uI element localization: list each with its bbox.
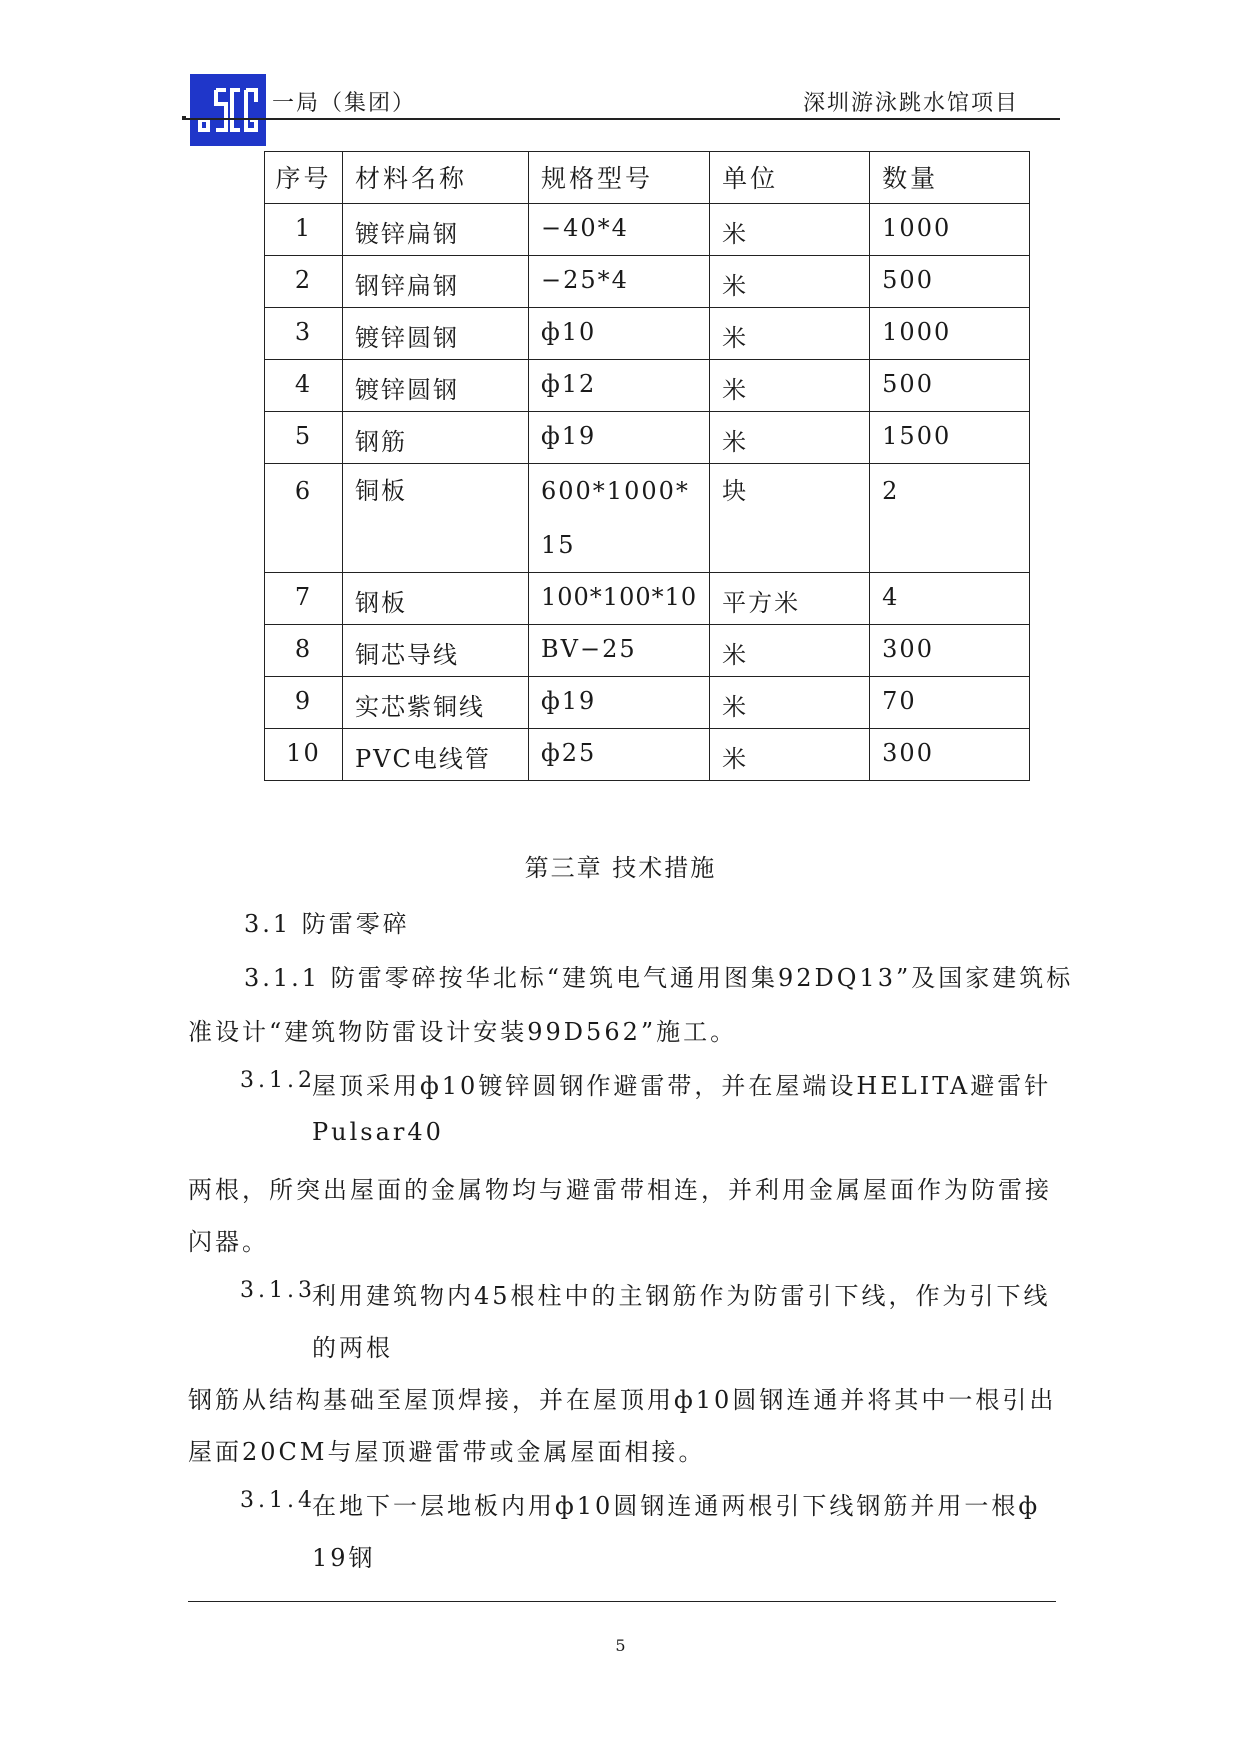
cell-unit: 块 xyxy=(710,464,870,573)
paragraph-3-1-3-number: 3.1.3 xyxy=(240,1278,316,1303)
paragraph-3-1-2-line-1: 屋顶采用ф10镀锌圆钢作避雷带，并在屋端设HELITA避雷针 xyxy=(312,1072,1052,1100)
table-row xyxy=(265,677,1030,729)
header-rule xyxy=(184,118,1060,120)
cell-index: 5 xyxy=(265,412,343,464)
cell-index: 9 xyxy=(265,677,343,729)
cell-spec: −25*4 xyxy=(529,256,710,308)
col-header-unit: 单位 xyxy=(710,152,870,204)
cell-quantity: 1000 xyxy=(870,204,1030,256)
cell-spec: ф25 xyxy=(529,729,710,781)
section-title: 3.1 防雷零碎 xyxy=(244,910,410,938)
chapter-title: 第三章 技术措施 xyxy=(524,854,717,882)
cell-unit: 米 xyxy=(710,360,870,412)
materials-table xyxy=(264,151,1030,781)
footer-rule xyxy=(188,1601,1056,1602)
table-row xyxy=(265,573,1030,625)
table-row xyxy=(265,308,1030,360)
cell-quantity: 500 xyxy=(870,360,1030,412)
cell-material: 实芯紫铜线 xyxy=(343,677,529,729)
paragraph-3-1-3-line-4: 屋面20CM与屋顶避雷带或金属屋面相接。 xyxy=(188,1438,706,1466)
table-header-row xyxy=(265,152,1030,204)
cell-material: 铜芯导线 xyxy=(343,625,529,677)
paragraph-3-1-3-line-2: 的两根 xyxy=(312,1334,393,1362)
cell-spec: BV−25 xyxy=(529,625,710,677)
cell-index: 7 xyxy=(265,573,343,625)
cell-index: 10 xyxy=(265,729,343,781)
paragraph-3-1-2-line-3: 两根，所突出屋面的金属物均与避雷带相连，并利用金属屋面作为防雷接 xyxy=(188,1176,1052,1204)
paragraph-3-1-3-line-1: 利用建筑物内45根柱中的主钢筋作为防雷引下线，作为引下线 xyxy=(312,1282,1051,1310)
cell-spec: −40*4 xyxy=(529,204,710,256)
cell-material: 钢板 xyxy=(343,573,529,625)
cell-unit: 米 xyxy=(710,677,870,729)
cell-unit: 米 xyxy=(710,412,870,464)
cell-material: 镀锌圆钢 xyxy=(343,360,529,412)
cscec-logo-icon xyxy=(192,76,264,144)
table-row xyxy=(265,360,1030,412)
cell-material: 镀锌圆钢 xyxy=(343,308,529,360)
cell-quantity: 4 xyxy=(870,573,1030,625)
paragraph-3-1-1-line-1: 3.1.1 防雷零碎按华北标“建筑电气通用图集92DQ13”及国家建筑标 xyxy=(244,964,1074,992)
paragraph-3-1-1-line-2: 准设计“建筑物防雷设计安装99D562”施工。 xyxy=(188,1018,738,1046)
page-number: 5 xyxy=(615,1636,626,1655)
cell-quantity: 300 xyxy=(870,625,1030,677)
cell-index: 1 xyxy=(265,204,343,256)
table-row xyxy=(265,729,1030,781)
cell-spec: 100*100*10 xyxy=(529,573,710,625)
table-row xyxy=(265,412,1030,464)
cell-spec: ф12 xyxy=(529,360,710,412)
cell-unit: 米 xyxy=(710,256,870,308)
col-header-index: 序号 xyxy=(265,152,343,204)
table-row xyxy=(265,464,1030,573)
header-company-name: 一局（集团） xyxy=(272,91,417,116)
cell-quantity: 1000 xyxy=(870,308,1030,360)
cell-quantity: 1500 xyxy=(870,412,1030,464)
col-header-spec: 规格型号 xyxy=(529,152,710,204)
col-header-quantity: 数量 xyxy=(870,152,1030,204)
paragraph-3-1-2-line-2: Pulsar40 xyxy=(312,1118,444,1146)
cell-spec: ф19 xyxy=(529,677,710,729)
cell-quantity: 2 xyxy=(870,464,1030,573)
paragraph-3-1-2-line-4: 闪器。 xyxy=(188,1228,269,1256)
cell-material: 镀锌扁钢 xyxy=(343,204,529,256)
cell-index: 6 xyxy=(265,464,343,573)
paragraph-3-1-3-line-3: 钢筋从结构基础至屋顶焊接，并在屋顶用ф10圆钢连通并将其中一根引出 xyxy=(188,1386,1057,1414)
cell-index: 3 xyxy=(265,308,343,360)
paragraph-3-1-4-line-1: 在地下一层地板内用ф10圆钢连通两根引下线钢筋并用一根ф xyxy=(312,1492,1041,1520)
cell-material: 钢锌扁钢 xyxy=(343,256,529,308)
cell-unit: 米 xyxy=(710,204,870,256)
cell-quantity: 70 xyxy=(870,677,1030,729)
cell-material: 铜板 xyxy=(343,464,529,573)
paragraph-3-1-2-number: 3.1.2 xyxy=(240,1068,316,1093)
cell-spec: ф19 xyxy=(529,412,710,464)
cell-spec: 600*1000*15 xyxy=(529,464,710,573)
cell-index: 4 xyxy=(265,360,343,412)
paragraph-3-1-4-line-2: 19钢 xyxy=(312,1544,376,1572)
paragraph-3-1-4-number: 3.1.4 xyxy=(240,1488,316,1513)
cell-unit: 米 xyxy=(710,625,870,677)
cell-quantity: 500 xyxy=(870,256,1030,308)
cell-material: 钢筋 xyxy=(343,412,529,464)
cell-unit: 平方米 xyxy=(710,573,870,625)
company-logo xyxy=(190,74,266,146)
table-row xyxy=(265,256,1030,308)
table-row xyxy=(265,204,1030,256)
cell-unit: 米 xyxy=(710,308,870,360)
cell-material: PVC电线管 xyxy=(343,729,529,781)
table-row xyxy=(265,625,1030,677)
cell-unit: 米 xyxy=(710,729,870,781)
cell-index: 2 xyxy=(265,256,343,308)
cell-spec: ф10 xyxy=(529,308,710,360)
cell-quantity: 300 xyxy=(870,729,1030,781)
header-project-name: 深圳游泳跳水馆项目 xyxy=(802,91,1019,116)
col-header-material: 材料名称 xyxy=(343,152,529,204)
cell-index: 8 xyxy=(265,625,343,677)
